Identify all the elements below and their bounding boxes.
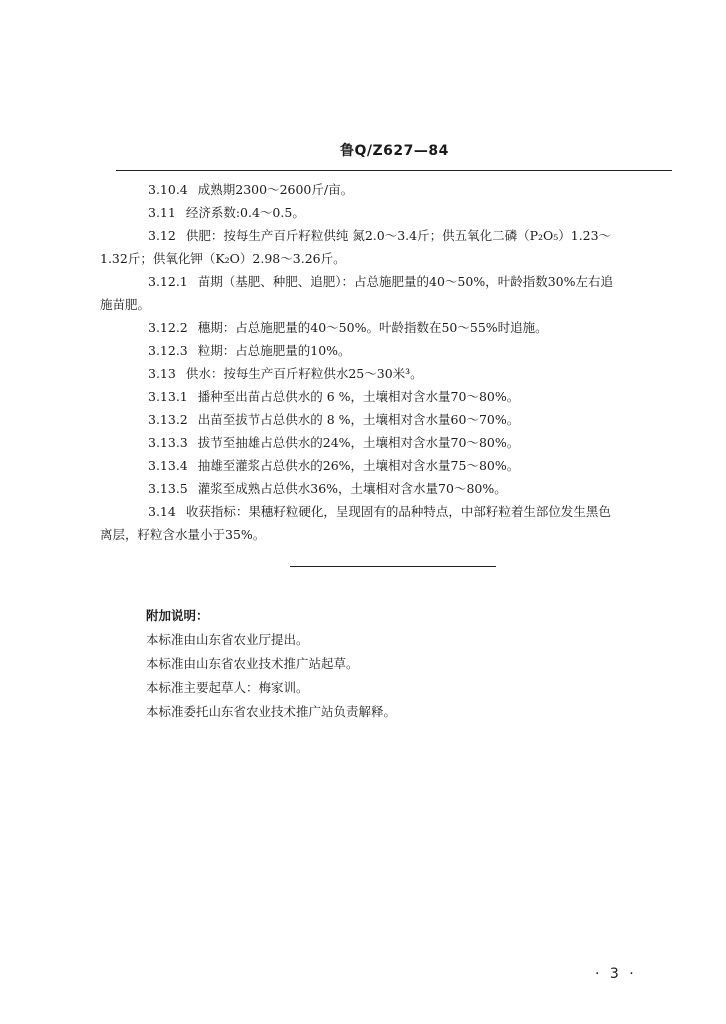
clause-number: 3.10.4 — [148, 182, 188, 197]
clause-number: 3.13.1 — [148, 389, 188, 404]
appendix-title: 附加说明： — [146, 608, 209, 623]
clause-3-13-5 — [116, 477, 676, 500]
clause-number: 3.13 — [148, 366, 176, 381]
clause-number: 3.12.3 — [148, 343, 188, 358]
section-divider — [290, 566, 496, 567]
clause-text-line2: 离层，籽粒含水量小于35%。 — [100, 527, 266, 542]
clause-text: 灌浆至成熟占总供水36%，土壤相对含水量70～80%。 — [197, 481, 507, 496]
clause-text: 播种至出苗占总供水的 6 %，土壤相对含水量70～80%。 — [197, 389, 520, 404]
clause-3-12-1 — [100, 270, 676, 316]
clause-number: 3.12.2 — [148, 320, 188, 335]
appendix-line: 本标准委托山东省农业技术推广站负责解释。 — [146, 704, 397, 719]
header-rule — [116, 170, 672, 171]
clause-number: 3.12 — [148, 228, 176, 243]
appendix-line: 本标准由山东省农业厅提出。 — [146, 632, 309, 647]
clause-text: 粒期：占总施肥量的10%。 — [197, 343, 351, 358]
clause-number: 3.14 — [148, 504, 176, 519]
clause-3-13-4 — [116, 454, 676, 477]
clause-number: 3.12.1 — [148, 274, 188, 289]
appendix-line: 本标准主要起草人：梅家训。 — [146, 680, 309, 695]
appendix-line: 本标准由山东省农业技术推广站起草。 — [146, 656, 359, 671]
clause-text: 供水：按每生产百斤籽粒供水25～30米³。 — [185, 366, 423, 381]
clause-number: 3.13.5 — [148, 481, 188, 496]
clause-text: 穗期：占总施肥量的40～50%。叶龄指数在50～55%时追施。 — [197, 320, 548, 335]
clause-3-14 — [100, 500, 676, 546]
page-number: · 3 · — [595, 966, 637, 982]
clause-text: 抽雄至灌浆占总供水的26%，土壤相对含水量75～80%。 — [197, 458, 520, 473]
standard-code-header: 鲁Q/Z627—84 — [340, 143, 449, 159]
clause-3-11 — [116, 201, 676, 224]
clause-number: 3.11 — [148, 205, 176, 220]
clause-text-line2: 施苗肥。 — [100, 297, 151, 312]
clause-3-13-2 — [116, 408, 676, 431]
clause-3-12-3 — [116, 339, 676, 362]
clause-text-line1: 苗期（基肥、种肥、追肥）：占总施肥量的40～50%，叶龄指数30%左右追 — [197, 274, 613, 289]
clause-3-12-2 — [116, 316, 676, 339]
clause-number: 3.13.4 — [148, 458, 188, 473]
clause-number: 3.13.3 — [148, 435, 188, 450]
clause-3-10-4 — [116, 178, 676, 201]
clause-text-line1: 供肥：按每生产百斤籽粒供纯 氮2.0～3.4斤；供五氧化二磷（P₂O₅）1.23～ — [185, 228, 612, 243]
document-body — [100, 178, 676, 546]
clause-text: 成熟期2300～2600斤/亩。 — [197, 182, 354, 197]
clause-3-13-3 — [116, 431, 676, 454]
clause-text: 出苗至拔节占总供水的 8 %，土壤相对含水量60～70%。 — [197, 412, 520, 427]
clause-text-line2: 1.32斤；供氧化钾（K₂O）2.98～3.26斤。 — [100, 251, 346, 266]
clause-text: 经济系数:0.4～0.5。 — [185, 205, 305, 220]
clause-3-13-1 — [116, 385, 676, 408]
clause-text: 拔节至抽雄占总供水的24%，土壤相对含水量70～80%。 — [197, 435, 520, 450]
appendix-notes — [146, 604, 666, 724]
clause-number: 3.13.2 — [148, 412, 188, 427]
clause-3-12 — [100, 224, 676, 270]
clause-3-13 — [116, 362, 676, 385]
clause-text-line1: 收获指标：果穗籽粒硬化，呈现固有的品种特点，中部籽粒着生部位发生黑色 — [185, 504, 611, 519]
